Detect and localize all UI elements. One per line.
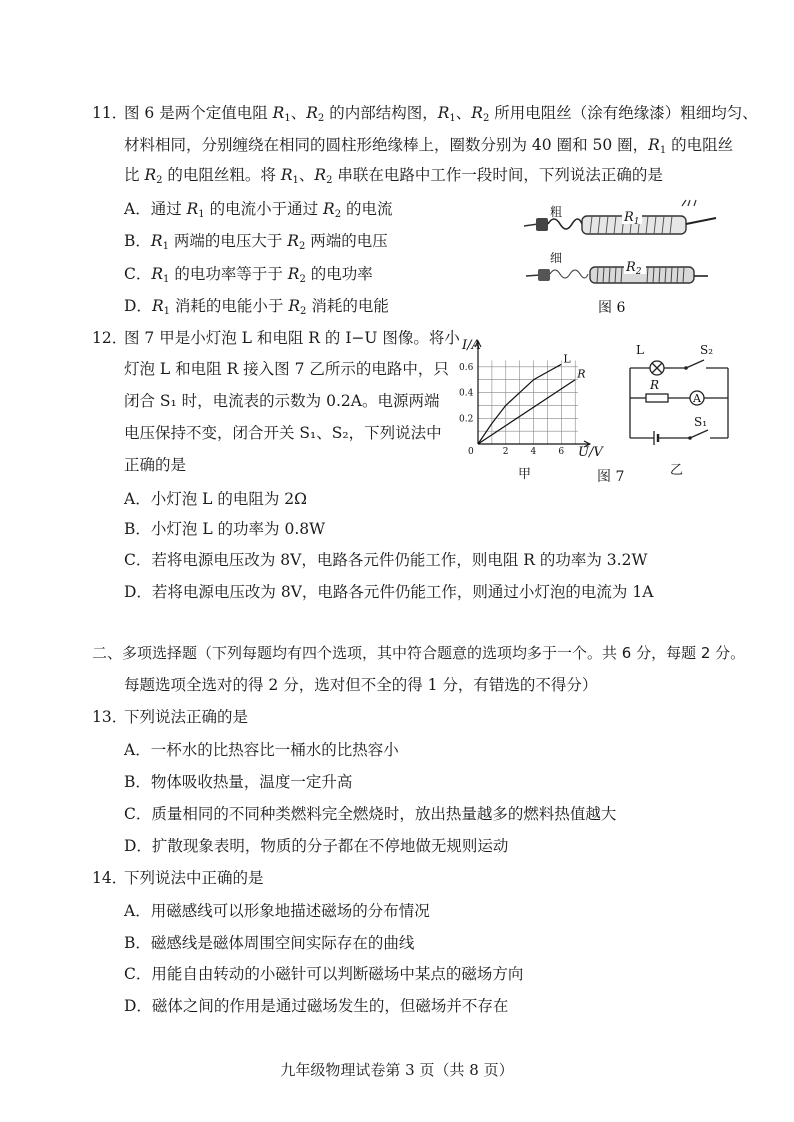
circuit-s1-label: S₁ (694, 415, 708, 429)
y-axis-label: I/A (462, 338, 481, 353)
q11-stem-line-3: 比 $R_2$ 的电阻丝粗。将 $R_1$、$R_2$ 串联在电路中工作一段时间，下列说法正确的是 (124, 166, 663, 186)
x-tick-label: 0 (468, 447, 474, 457)
x-tick-label: 2 (502, 447, 509, 457)
figure-6-caption: 图 6 (598, 300, 626, 316)
q13-option-a: A．一杯水的比热容比一桶水的比热容小 (124, 741, 399, 759)
q12-option-b: B．小灯泡 L 的功率为 0.8W (124, 520, 326, 538)
graph-label-jia: 甲 (518, 467, 532, 482)
question-14-number: 14． (92, 869, 128, 887)
q12-option-d: D．若将电源电压改为 8V，电路各元件仍能工作，则通过小灯泡的电流为 1A (124, 583, 654, 601)
question-12-number: 12． (92, 329, 128, 347)
series-label-L: L (563, 352, 571, 366)
y-tick-label: 0.6 (459, 362, 474, 373)
q11-option-c: C．$R_1$ 的电功率等于于 $R_2$ 的电功率 (124, 265, 373, 285)
figure-7-iu-graph (456, 332, 606, 482)
figure-6-resistors (520, 190, 730, 320)
q14-option-c: C．用能自由转动的小磁针可以判断磁场中某点的磁场方向 (124, 965, 524, 983)
r2-thickness-tag: 细 (550, 251, 563, 265)
q12-stem-line-5: 正确的是 (124, 456, 187, 474)
circuit-lamp-label: L (636, 343, 644, 357)
figure-7-caption: 图 7 (597, 469, 625, 485)
q14-option-b: B．磁感线是磁体周围空间实际存在的曲线 (124, 934, 415, 952)
q13-option-d: D．扩散现象表明，物质的分子都在不停地做无规则运动 (124, 837, 509, 855)
q12-stem-line-4: 电压保持不变，闭合开关 S₁、S₂，下列说法中 (124, 424, 442, 442)
q14-stem: 下列说法中正确的是 (124, 869, 264, 887)
y-tick-label: 0.4 (459, 388, 474, 399)
circuit-label-yi: 乙 (670, 463, 684, 478)
x-tick-label: 6 (558, 447, 565, 457)
circuit-ammeter-label: A (693, 392, 701, 405)
section-2-heading-line-2: 每题选项全选对的得 2 分，选对但不全的得 1 分，有错选的不得分） (124, 676, 598, 694)
question-13-number: 13． (92, 708, 128, 726)
q11-option-d: D．$R_1$ 消耗的电能小于 $R_2$ 消耗的电能 (124, 297, 389, 317)
x-axis-label: U/V (578, 445, 603, 460)
q11-option-b: B．$R_1$ 两端的电压大于 $R_2$ 两端的电压 (124, 232, 388, 252)
q12-stem-line-3: 闭合 S₁ 时，电流表的示数为 0.2A。电源两端 (124, 392, 440, 410)
r1-label: $R_1$ (624, 210, 640, 227)
q14-option-a: A．用磁感线可以形象地描述磁场的分布情况 (124, 902, 430, 920)
circuit-s2-label: S₂ (700, 343, 714, 357)
q12-option-c: C．若将电源电压改为 8V，电路各元件仍能工作，则电阻 R 的功率为 3.2W (124, 551, 648, 569)
section-2-heading-line-1: 二、多项选择题（下列每题均有四个选项，其中符合题意的选项均多于一个。共 6 分，每题 2 分。 (92, 644, 746, 662)
figure-7-circuit (624, 340, 734, 480)
q12-stem-line-1: 图 7 甲是小灯泡 L 和电阻 R 的 I−U 图像。将小 (124, 329, 460, 347)
r1-thickness-tag: 粗 (550, 205, 563, 219)
q13-option-b: B．物体吸收热量，温度一定升高 (124, 773, 353, 791)
q11-stem-line-2: 材料相同，分别缠绕在相同的圆柱形绝缘棒上，圈数分别为 40 圈和 50 圈，$R_1$ 的电阻丝 (124, 136, 734, 156)
q13-stem: 下列说法正确的是 (124, 708, 249, 726)
x-tick-label: 4 (530, 447, 537, 457)
circuit-resistor-label: R (650, 378, 660, 392)
q11-option-a: A．通过 $R_1$ 的电流小于通过 $R_2$ 的电流 (124, 200, 393, 220)
page-footer: 九年级物理试卷第 3 页（共 8 页） (280, 1061, 514, 1079)
y-tick-label: 0.2 (459, 414, 474, 425)
series-line-R (478, 380, 575, 444)
q11-stem-line-1: 图 6 是两个定值电阻 $R_1$、$R_2$ 的内部结构图，$R_1$、$R_2$ 所用电阻丝（涂有绝缘漆）粗细均匀、 (124, 104, 758, 124)
series-label-R: R (577, 367, 586, 381)
r2-label: $R_2$ (626, 260, 642, 277)
question-11-number: 11． (92, 104, 128, 122)
q13-option-c: C．质量相同的不同种类燃料完全燃烧时，放出热量越多的燃料热值越大 (124, 805, 617, 823)
q14-option-d: D．磁体之间的作用是通过磁场发生的，但磁场并不存在 (124, 997, 509, 1015)
q12-option-a: A．小灯泡 L 的电阻为 2Ω (124, 490, 307, 508)
q12-stem-line-2: 灯泡 L 和电阻 R 接入图 7 乙所示的电路中，只 (124, 360, 449, 378)
